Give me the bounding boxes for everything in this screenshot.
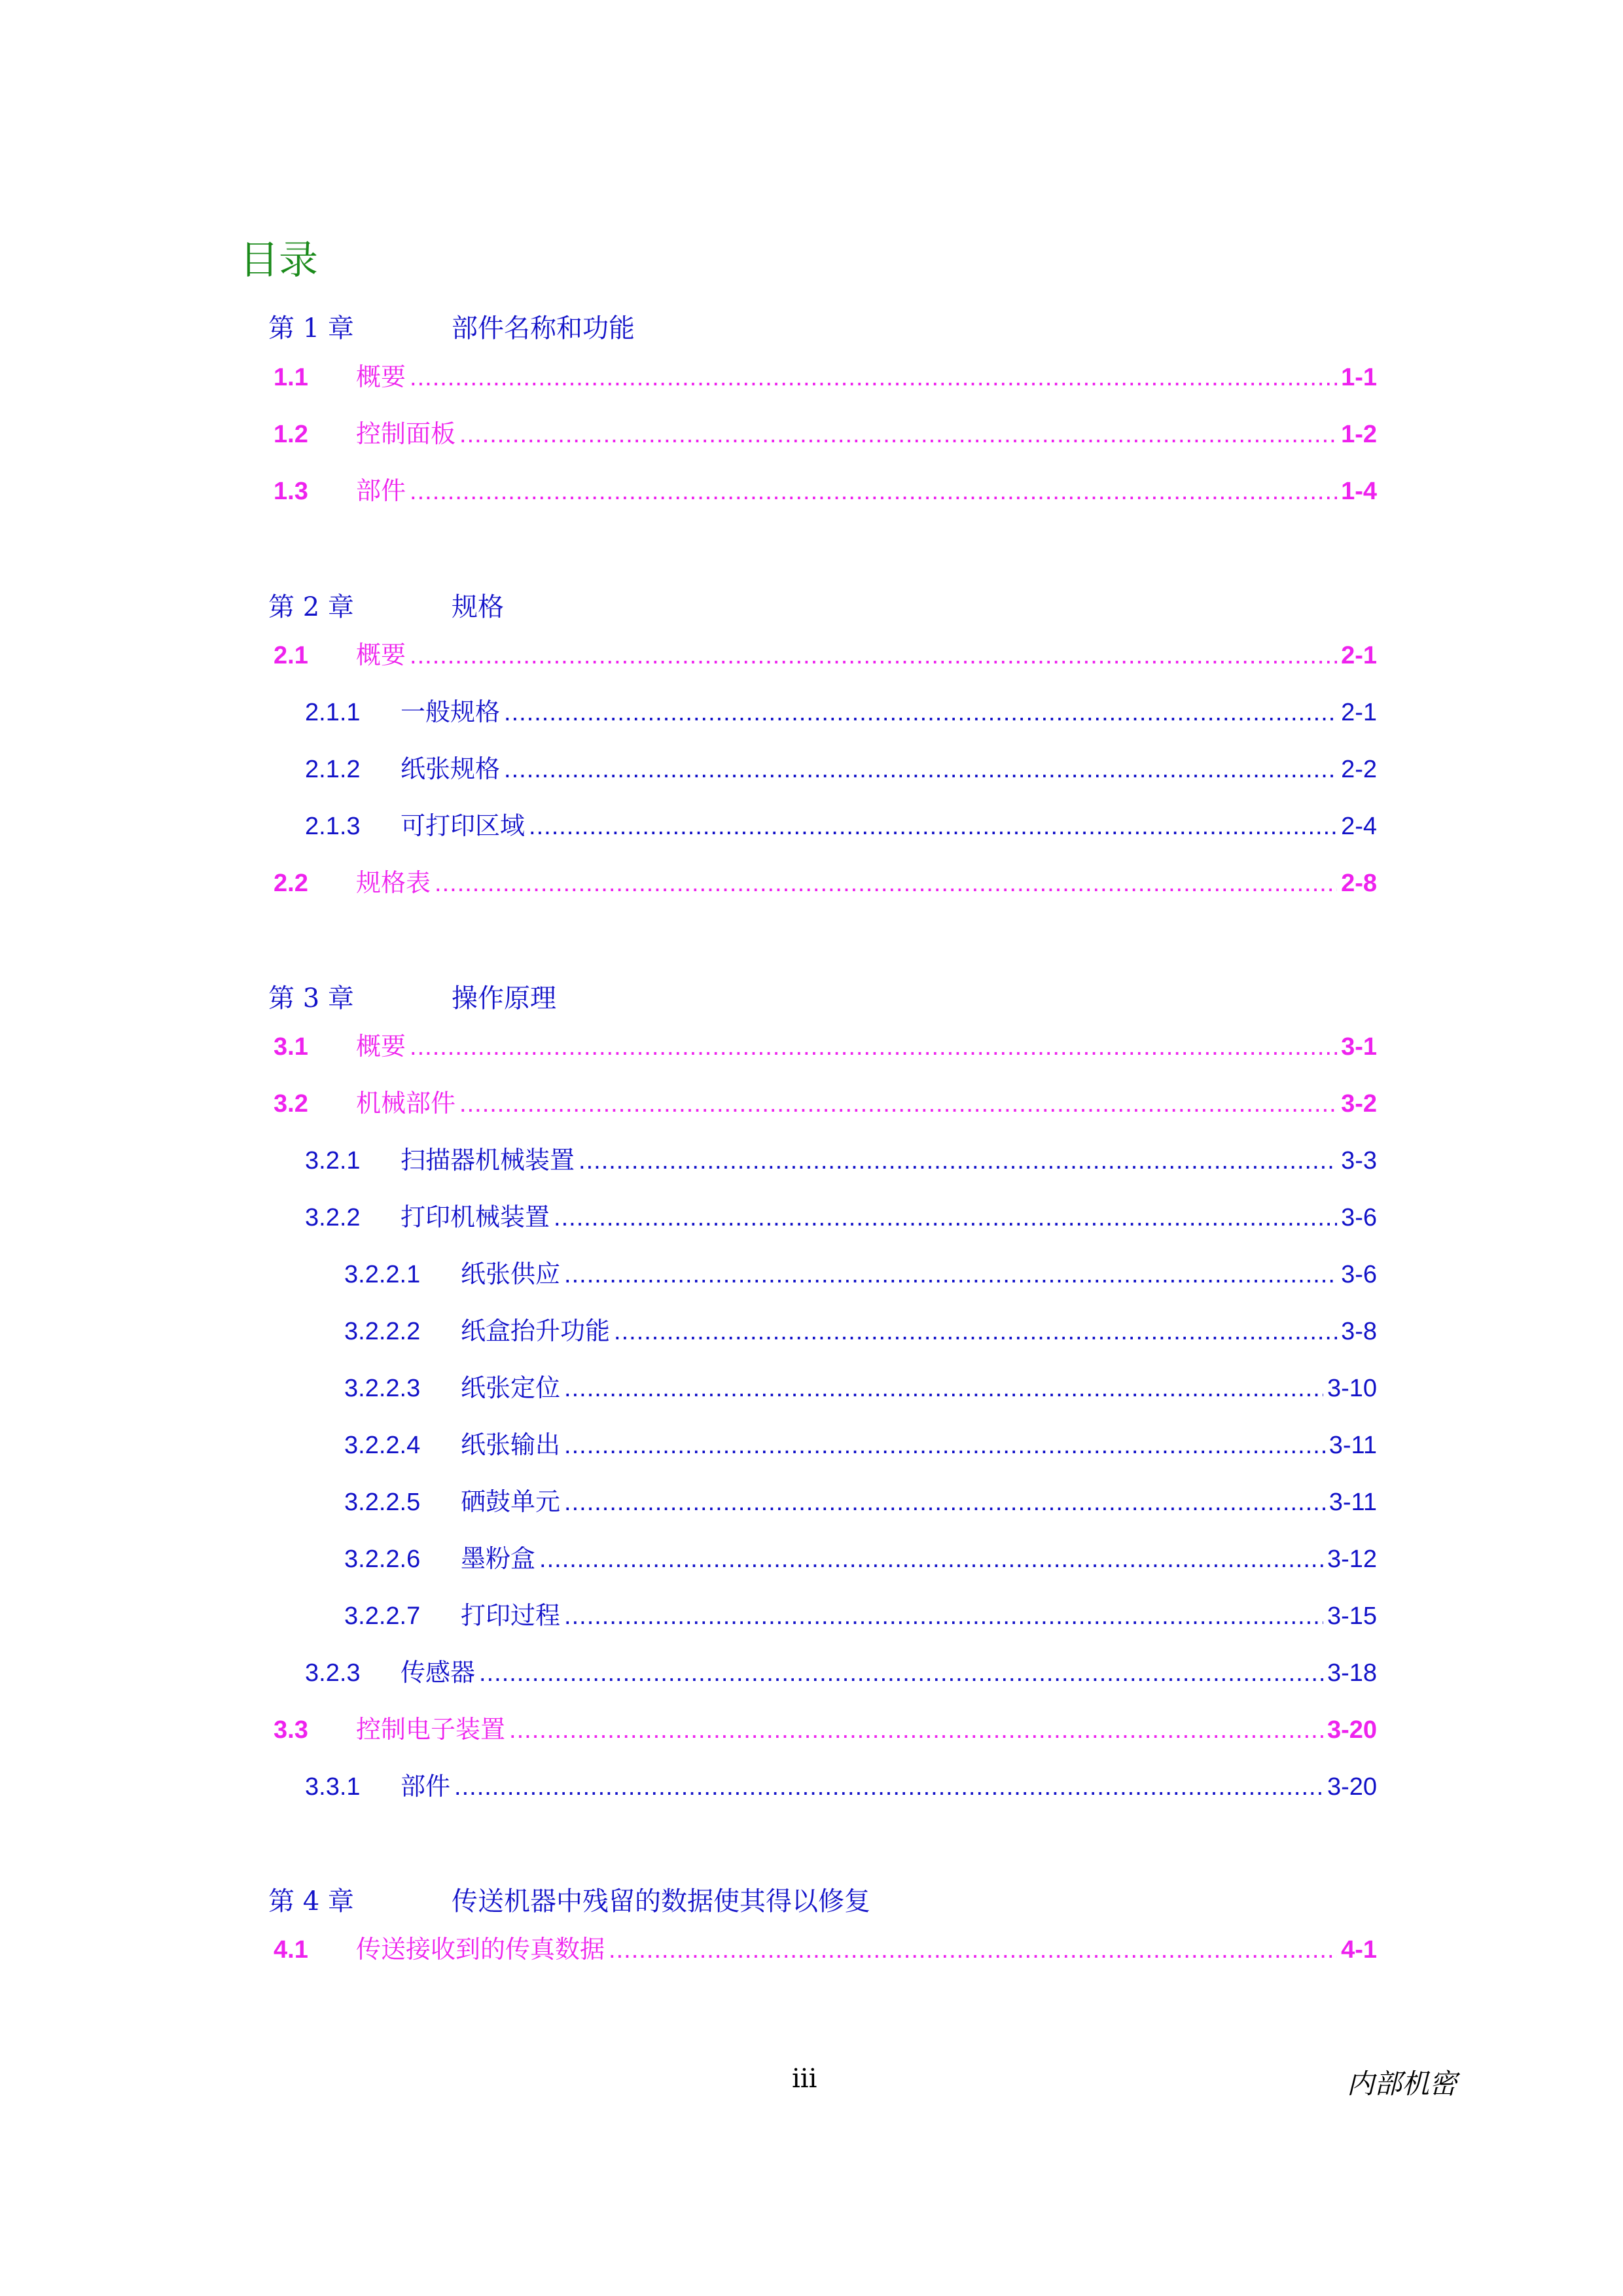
toc-entry-1-2[interactable] (274, 415, 1377, 452)
dot-leader (529, 808, 1337, 845)
dot-leader (609, 1932, 1337, 1968)
entry-number: 1.1 (274, 364, 308, 391)
entry-title: 传感器 (401, 1658, 476, 1687)
entry-page: 3-11 (1329, 1489, 1377, 1516)
entry-number: 2.1.3 (305, 813, 361, 840)
entry-number: 3.2.1 (305, 1147, 361, 1174)
toc-entry-1-1[interactable] (274, 359, 1377, 395)
toc-entry-2-1-2[interactable] (305, 751, 1377, 787)
dot-leader (435, 865, 1337, 902)
entry-page: 3-18 (1327, 1659, 1377, 1687)
entry-number: 3.3 (274, 1716, 308, 1744)
entry-number: 2.1.1 (305, 699, 361, 726)
dot-leader (539, 1541, 1323, 1578)
entry-page: 2-8 (1341, 870, 1377, 897)
entry-title: 传送接收到的传真数据 (356, 1935, 605, 1964)
chapter-label: 第 1 章 (268, 313, 354, 344)
toc-entry-2-2[interactable] (274, 864, 1377, 901)
entry-number: 3.3.1 (305, 1773, 361, 1801)
entry-title: 控制面板 (356, 419, 456, 448)
dot-leader (504, 694, 1337, 731)
entry-title: 纸盒抬升功能 (461, 1316, 611, 1345)
entry-page: 1-2 (1341, 421, 1377, 448)
entry-number: 3.2.2.3 (344, 1375, 421, 1402)
entry-page: 4-1 (1341, 1936, 1377, 1964)
entry-number: 2.2 (274, 870, 308, 897)
entry-title: 纸张供应 (461, 1260, 561, 1288)
toc-entry-2-1[interactable] (274, 637, 1377, 673)
chapter-label: 第 3 章 (268, 983, 354, 1014)
entry-page: 2-2 (1341, 756, 1377, 783)
entry-page: 3-15 (1327, 1602, 1377, 1630)
chapter-label: 第 2 章 (268, 592, 354, 622)
entry-title: 一般规格 (401, 698, 501, 726)
toc-entry-3-1[interactable] (274, 1028, 1377, 1065)
dot-leader (564, 1598, 1323, 1634)
toc-entry-3-2-1[interactable] (305, 1142, 1377, 1178)
dot-leader (504, 751, 1337, 788)
toc-entry-3-2-2-6[interactable] (344, 1540, 1377, 1577)
dot-leader (509, 1712, 1323, 1748)
toc-entry-2-1-1[interactable] (305, 694, 1377, 730)
confidential-label: 内部机密 (1347, 2068, 1457, 2100)
entry-page: 3-6 (1341, 1261, 1377, 1288)
toc-entry-3-3[interactable] (274, 1711, 1377, 1748)
dot-leader (454, 1769, 1323, 1805)
dot-leader (564, 1484, 1325, 1521)
entry-page: 2-4 (1341, 813, 1377, 840)
toc-entry-3-2-2-1[interactable] (344, 1256, 1377, 1292)
toc-entry-3-2-2-5[interactable] (344, 1483, 1377, 1520)
entry-number: 1.3 (274, 478, 308, 505)
dot-leader (579, 1142, 1337, 1179)
dot-leader (459, 416, 1337, 453)
entry-number: 3.2 (274, 1090, 308, 1118)
entry-page: 2-1 (1341, 699, 1377, 726)
toc-entry-1-3[interactable] (274, 472, 1377, 509)
toc-entry-3-2-2-2[interactable] (344, 1313, 1377, 1349)
entry-title: 概要 (356, 641, 406, 669)
entry-title: 机械部件 (356, 1089, 456, 1118)
entry-title: 可打印区域 (401, 811, 526, 840)
entry-title: 部件 (356, 476, 406, 505)
entry-number: 1.2 (274, 421, 308, 448)
chapter-title: 规格 (452, 592, 504, 622)
page-number: iii (792, 2064, 817, 2094)
entry-page: 1-4 (1341, 478, 1377, 505)
entry-page: 3-3 (1341, 1147, 1377, 1174)
entry-title: 部件 (401, 1772, 451, 1801)
entry-page: 3-10 (1327, 1375, 1377, 1402)
entry-page: 3-8 (1341, 1318, 1377, 1345)
dot-leader (459, 1086, 1337, 1122)
dot-leader (564, 1427, 1325, 1464)
dot-leader (564, 1256, 1337, 1293)
entry-title: 控制电子装置 (356, 1715, 506, 1744)
entry-number: 3.1 (274, 1033, 308, 1061)
entry-title: 墨粉盒 (461, 1544, 536, 1573)
entry-page: 3-6 (1341, 1204, 1377, 1231)
entry-number: 3.2.2.4 (344, 1432, 421, 1459)
entry-number: 3.2.2 (305, 1204, 361, 1231)
entry-page: 1-1 (1341, 364, 1377, 391)
toc-entry-3-2-2-7[interactable] (344, 1597, 1377, 1634)
dot-leader (410, 359, 1337, 396)
entry-title: 纸张规格 (401, 754, 501, 783)
entry-number: 2.1 (274, 642, 308, 669)
chapter-title: 传送机器中残留的数据使其得以修复 (452, 1886, 870, 1916)
toc-entry-3-3-1[interactable] (305, 1768, 1377, 1805)
dot-leader (564, 1370, 1323, 1407)
toc-entry-3-2-2[interactable] (305, 1199, 1377, 1235)
entry-title: 打印机械装置 (401, 1203, 550, 1231)
entry-number: 3.2.2.1 (344, 1261, 421, 1288)
entry-number: 2.1.2 (305, 756, 361, 783)
entry-title: 打印过程 (461, 1601, 561, 1630)
toc-entry-4-1[interactable] (274, 1931, 1377, 1968)
entry-page: 3-20 (1327, 1773, 1377, 1801)
entry-page: 3-2 (1341, 1090, 1377, 1118)
dot-leader (479, 1655, 1323, 1691)
entry-page: 3-11 (1329, 1432, 1377, 1459)
chapter-label: 第 4 章 (268, 1886, 354, 1916)
toc-entry-3-2-3[interactable] (305, 1654, 1377, 1691)
entry-number: 3.2.2.6 (344, 1545, 421, 1573)
entry-title: 规格表 (356, 868, 431, 897)
dot-leader (410, 1029, 1337, 1065)
entry-title: 纸张输出 (461, 1430, 561, 1459)
dot-leader (554, 1199, 1337, 1236)
dot-leader (410, 637, 1337, 674)
entry-number: 3.2.2.2 (344, 1318, 421, 1345)
entry-title: 纸张定位 (461, 1373, 561, 1402)
dot-leader (410, 473, 1337, 510)
chapter-title: 操作原理 (452, 983, 556, 1014)
entry-page: 3-1 (1341, 1033, 1377, 1061)
entry-number: 3.2.2.7 (344, 1602, 421, 1630)
entry-number: 3.2.3 (305, 1659, 361, 1687)
toc-entry-2-1-3[interactable] (305, 807, 1377, 844)
entry-title: 概要 (356, 362, 406, 391)
toc-entry-3-2[interactable] (274, 1085, 1377, 1122)
entry-title: 扫描器机械装置 (401, 1146, 575, 1174)
entry-page: 3-12 (1327, 1545, 1377, 1573)
chapter-title: 部件名称和功能 (452, 313, 635, 344)
entry-number: 3.2.2.5 (344, 1489, 421, 1516)
entry-page: 3-20 (1327, 1716, 1377, 1744)
entry-title: 概要 (356, 1032, 406, 1061)
entry-number: 4.1 (274, 1936, 308, 1964)
toc-entry-3-2-2-4[interactable] (344, 1426, 1377, 1463)
dot-leader (614, 1313, 1337, 1350)
entry-title: 硒鼓单元 (461, 1487, 561, 1516)
page-title: 目录 (240, 238, 318, 283)
entry-page: 2-1 (1341, 642, 1377, 669)
toc-entry-3-2-2-3[interactable] (344, 1369, 1377, 1406)
